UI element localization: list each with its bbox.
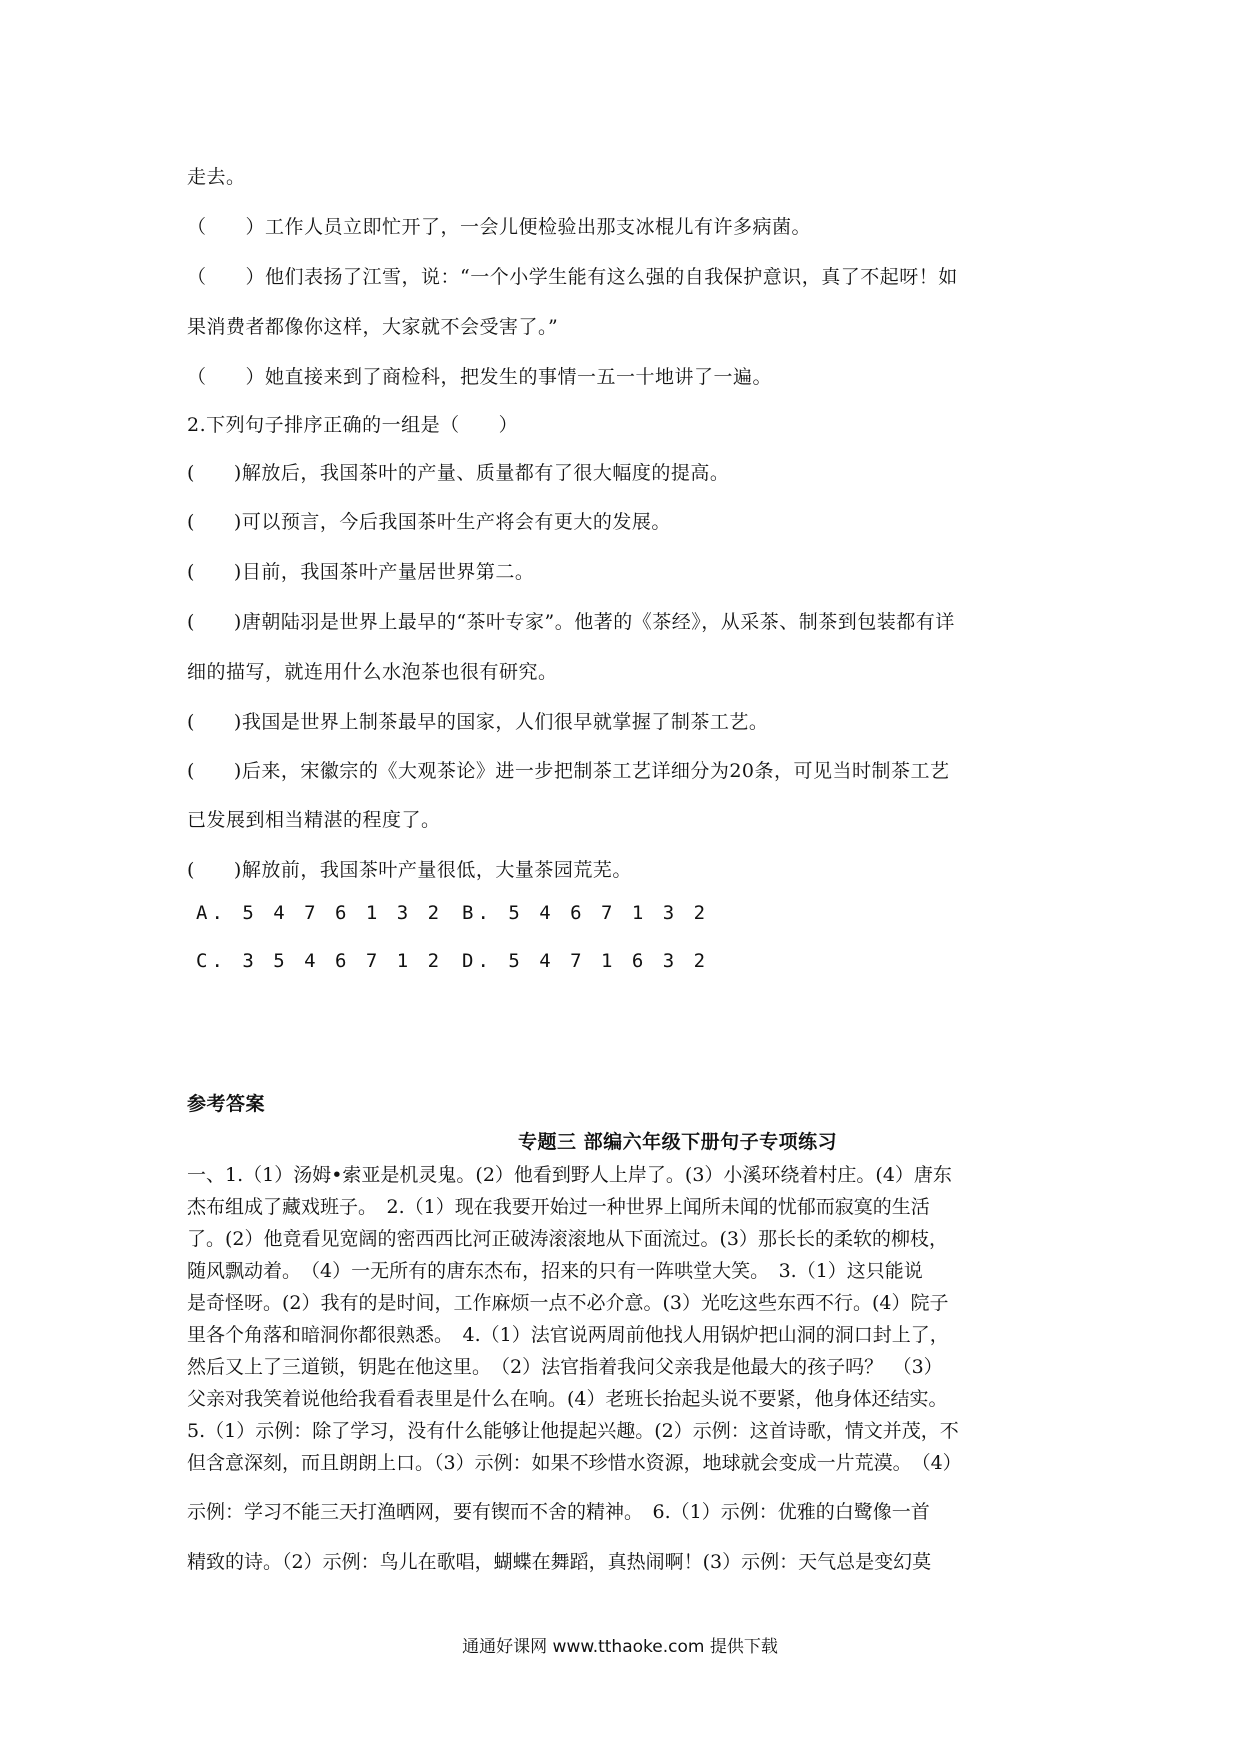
question-heading: 2.下列句子排序正确的一组是（ ） <box>187 414 519 436</box>
text-line: （ ）工作人员立即忙开了，一会儿便检验出那支冰棍儿有许多病菌。 <box>187 216 812 238</box>
text-line: 果消费者都像你这样，大家就不会受害了。” <box>187 316 559 338</box>
option-c: C. 3 5 4 6 7 1 2 <box>196 950 444 972</box>
text-line: ( )唐朝陆羽是世界上最早的“茶叶专家”。他著的《茶经》，从采茶、制茶到包装都有详 <box>187 611 955 633</box>
text-line: ( )解放后，我国茶叶的产量、质量都有了很大幅度的提高。 <box>187 462 730 484</box>
answer-line: 一、1.（1）汤姆•索亚是机灵鬼。(2）他看到野人上岸了。(3）小溪环绕着村庄。(4）唐东 <box>187 1164 952 1186</box>
answer-line: 精致的诗。（2）示例：鸟儿在歌唱，蝴蝶在舞蹈，真热闹啊！(3）示例：天气总是变幻莫 <box>187 1551 932 1573</box>
page-footer: 通通好课网 www.tthaoke.com 提供下载 <box>462 1637 778 1657</box>
text-line: 已发展到相当精湛的程度了。 <box>187 809 441 831</box>
answer-line: 里各个角落和暗洞你都很熟悉。 4.（1）法官说两周前他找人用锅炉把山洞的洞口封上了， <box>187 1324 949 1346</box>
text-line: ( )后来，宋徽宗的《大观茶论》进一步把制茶工艺详细分为20条，可见当时制茶工艺 <box>187 760 950 782</box>
answer-line: 是奇怪呀。(2）我有的是时间，工作麻烦一点不必介意。(3）光吃这些东西不行。(4）院子 <box>187 1292 949 1314</box>
option-a: A. 5 4 7 6 1 3 2 <box>196 902 444 924</box>
answer-line: 了。(2）他竟看见宽阔的密西西比河正破涛滚滚地从下面流过。(3）那长长的柔软的柳枝， <box>187 1228 949 1250</box>
text-line: ( )目前，我国茶叶产量居世界第二。 <box>187 561 535 583</box>
answer-line: 然后又上了三道锁，钥匙在他这里。 （2）法官指着我问父亲我是他最大的孩子吗？ （3） <box>187 1356 943 1378</box>
text-line: （ ）他们表扬了江雪，说：“一个小学生能有这么强的自我保护意识，真了不起呀！如 <box>187 266 958 288</box>
text-line: （ ）她直接来到了商检科，把发生的事情一五一十地讲了一遍。 <box>187 366 773 388</box>
answer-line: 但含意深刻，而且朗朗上口。（3）示例：如果不珍惜水资源，地球就会变成一片荒漠。 （4） <box>187 1452 962 1474</box>
text-line: ( )解放前，我国茶叶产量很低，大量茶园荒芜。 <box>187 859 632 881</box>
answer-line: 杰布组成了藏戏班子。 2.（1）现在我要开始过一种世界上闻所未闻的忧郁而寂寞的生活 <box>187 1196 930 1218</box>
text-line: 细的描写，就连用什么水泡茶也很有研究。 <box>187 661 558 683</box>
answer-line: 随风飘动着。 （4）一无所有的唐东杰布，招来的只有一阵哄堂大笑。 3.（1）这只能说 <box>187 1260 923 1282</box>
answer-title: 专题三 部编六年级下册句子专项练习 <box>518 1131 838 1153</box>
answer-heading: 参考答案 <box>187 1093 266 1115</box>
answer-line: 父亲对我笑着说他给我看看表里是什么在响。(4）老班长抬起头说不要紧，他身体还结实。 <box>187 1388 948 1410</box>
text-line: ( )可以预言，今后我国茶叶生产将会有更大的发展。 <box>187 511 671 533</box>
option-d: D. 5 4 7 1 6 3 2 <box>462 950 710 972</box>
option-b: B. 5 4 6 7 1 3 2 <box>462 902 710 924</box>
answer-line: 示例：学习不能三天打渔晒网，要有锲而不舍的精神。 6.（1）示例：优雅的白鹭像一首 <box>187 1501 930 1523</box>
text-line: 走去。 <box>187 166 246 188</box>
text-line: ( )我国是世界上制茶最早的国家，人们很早就掌握了制茶工艺。 <box>187 711 769 733</box>
answer-line: 5.（1）示例：除了学习，没有什么能够让他提起兴趣。(2）示例：这首诗歌，情文并茂，不 <box>187 1420 959 1442</box>
